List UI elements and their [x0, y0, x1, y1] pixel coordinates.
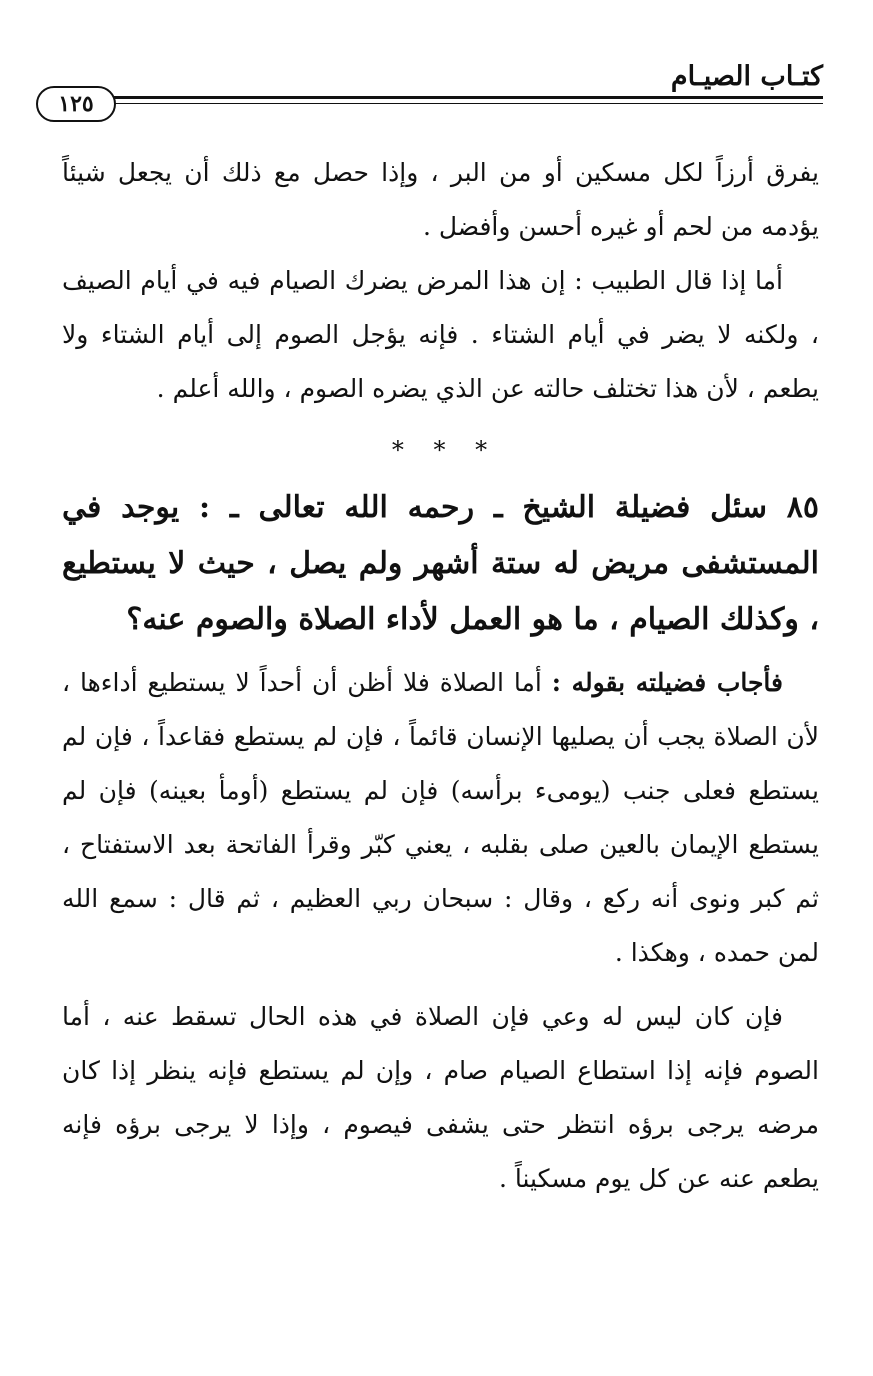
header-rule-thick — [112, 96, 823, 99]
question-heading: ٨٥ سئل فضيلة الشيخ ـ رحمه الله تعالى ـ : يوجد في المستشفى مريض له ستة أشهر ولم يصل ، حيث لا يستطيع ، وكذلك الصيام ، ما هو العمل لأداء الصلاة والصوم عنه؟ — [62, 490, 819, 637]
answer-paragraph — [62, 656, 819, 980]
paragraph-continuation: يفرق أرزاً لكل مسكين أو من البر ، وإذا حصل مع ذلك أن يجعل شيئاً يؤدمه من لحم أو غيره أحسن وأفضل . — [62, 158, 819, 241]
page-number-badge: ١٢٥ — [36, 86, 116, 122]
answer-lead: فأجاب فضيلته بقوله : — [551, 668, 784, 697]
header-rule-thin — [112, 103, 823, 104]
section-separator: * * * — [391, 436, 490, 464]
paragraph-gap — [62, 980, 819, 990]
running-header-title: كتـاب الصيـام — [670, 61, 823, 92]
answer-body: أما الصلاة فلا أظن أن أحداً لا يستطيع أداءها ، لأن الصلاة يجب أن يصليها الإنسان قائماً ، فإن لم يستطع فقاعداً ، فإن لم يستطع فعلى جنب (يومىء برأسه) فإن لم يستطع (أومأ بعينه) فإن لم يستطع الإيمان بالعين صلى بقلبه ، يعني كبّر وقرأ الفاتحة بعد الاستفتاح ، ثم كبر ونوى أنه ركع ، وقال : سبحان ربي العظيم ، ثم قال : سمع الله لمن حمده ، وهكذا . — [62, 668, 819, 967]
paragraph-fasting-ruling: فإن كان ليس له وعي فإن الصلاة في هذه الحال تسقط عنه ، أما الصوم فإنه إذا استطاع الصيام صام ، وإن لم يستطع فإنه ينظر إذا كان مرضه يرجى برؤه انتظر حتى يشفى فيصوم ، وإذا لا يرجى برؤه فإنه يطعم عنه عن كل يوم مسكيناً . — [62, 1002, 819, 1193]
page-body — [62, 146, 819, 1206]
paragraph-doctor-statement: أما إذا قال الطبيب : إن هذا المرض يضرك الصيام فيه في أيام الصيف ، ولكنه لا يضر في أيام الشتاء . فإنه يؤجل الصوم إلى أيام الشتاء ولا يطعم ، لأن هذا تختلف حالته عن الذي يضره الصوم ، والله أعلم . — [62, 266, 819, 403]
